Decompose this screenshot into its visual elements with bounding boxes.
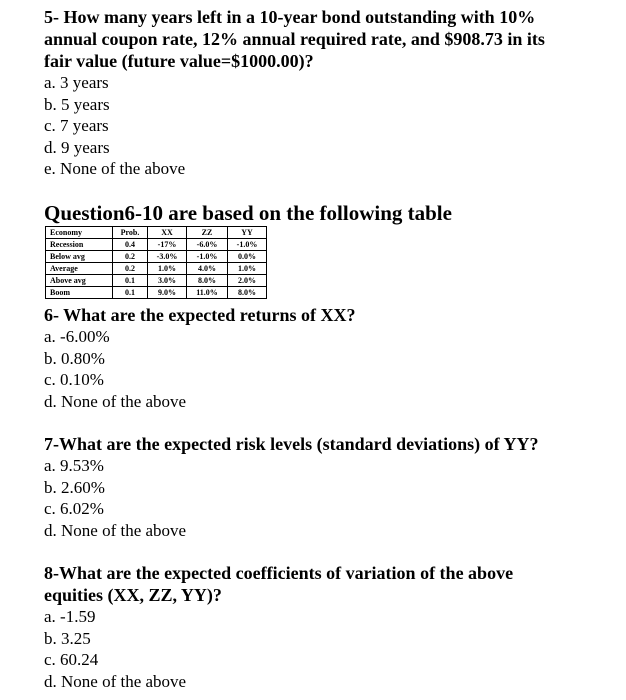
table-header-row — [46, 227, 267, 239]
table-row — [46, 287, 267, 299]
table-row — [46, 263, 267, 275]
question-8-option-a: a. -1.59 — [44, 607, 96, 626]
question-6 — [44, 304, 355, 412]
question-6-title-line: 6- What are the expected returns of XX? — [44, 305, 356, 325]
question-5-title-line: annual coupon rate, 12% annual required rate, and $908.73 in its — [44, 29, 545, 49]
table-header-cell: ZZ — [187, 227, 228, 239]
question-5-title-line: fair value (future value=$1000.00)? — [44, 51, 314, 71]
question-5-option-c: c. 7 years — [44, 116, 109, 135]
question-8-title-line: 8-What are the expected coefficients of variation of the above — [44, 563, 514, 583]
table-cell: 0.0% — [228, 251, 267, 263]
question-6-option-d: d. None of the above — [44, 391, 187, 411]
question-6-option-b: b. 0.80% — [44, 348, 105, 368]
table-header-cell: Economy — [46, 227, 113, 239]
table-cell: 9.0% — [148, 287, 187, 299]
table-cell: -6.0% — [187, 239, 228, 251]
question-8-title-line: equities (XX, ZZ, YY)? — [44, 585, 222, 605]
question-6-option-a: a. -6.00% — [44, 327, 110, 346]
question-8-option-b: b. 3.25 — [44, 628, 91, 648]
table-cell: -1.0% — [228, 239, 267, 251]
table-cell: Average — [46, 263, 113, 275]
table-cell: Above avg — [46, 275, 113, 287]
question-8-option-d: d. None of the above — [44, 671, 187, 691]
question-7 — [44, 433, 538, 541]
question-7-option-c: c. 6.02% — [44, 499, 104, 518]
question-7-option-a: a. 9.53% — [44, 456, 104, 475]
table-cell: -17% — [148, 239, 187, 251]
question-8 — [44, 562, 513, 692]
table-cell: 1.0% — [148, 263, 187, 275]
table-cell: 0.2 — [113, 263, 148, 275]
table-row — [46, 239, 267, 251]
section-heading: Question6-10 are based on the following table — [44, 201, 452, 225]
table-cell: -3.0% — [148, 251, 187, 263]
table-header-cell: YY — [228, 227, 267, 239]
question-5 — [44, 6, 545, 180]
question-7-option-d: d. None of the above — [44, 520, 187, 540]
table-cell: Recession — [46, 239, 113, 251]
economy-table — [45, 226, 267, 299]
table-header-cell: XX — [148, 227, 187, 239]
table-cell: 1.0% — [228, 263, 267, 275]
table-cell: 0.2 — [113, 251, 148, 263]
question-5-title-line: 5- How many years left in a 10-year bond outstanding with 10% — [44, 7, 536, 27]
table-cell: Boom — [46, 287, 113, 299]
table-cell: 0.4 — [113, 239, 148, 251]
question-6-option-c: c. 0.10% — [44, 370, 104, 389]
table-cell: 8.0% — [187, 275, 228, 287]
table-row — [46, 251, 267, 263]
table-cell: -1.0% — [187, 251, 228, 263]
question-7-option-b: b. 2.60% — [44, 477, 105, 497]
table-header-cell: Prob. — [113, 227, 148, 239]
table-cell: 4.0% — [187, 263, 228, 275]
question-7-title-line: 7-What are the expected risk levels (standard deviations) of YY? — [44, 434, 539, 454]
table-row — [46, 275, 267, 287]
table-cell: 0.1 — [113, 287, 148, 299]
question-5-option-b: b. 5 years — [44, 94, 110, 114]
question-5-option-e: e. None of the above — [44, 159, 186, 178]
question-8-option-c: c. 60.24 — [44, 650, 99, 669]
table-cell: 8.0% — [228, 287, 267, 299]
table-cell: 0.1 — [113, 275, 148, 287]
question-5-option-d: d. 9 years — [44, 137, 110, 157]
table-cell: 11.0% — [187, 287, 228, 299]
table-cell: Below avg — [46, 251, 113, 263]
question-5-option-a: a. 3 years — [44, 73, 109, 92]
table-cell: 3.0% — [148, 275, 187, 287]
table-cell: 2.0% — [228, 275, 267, 287]
